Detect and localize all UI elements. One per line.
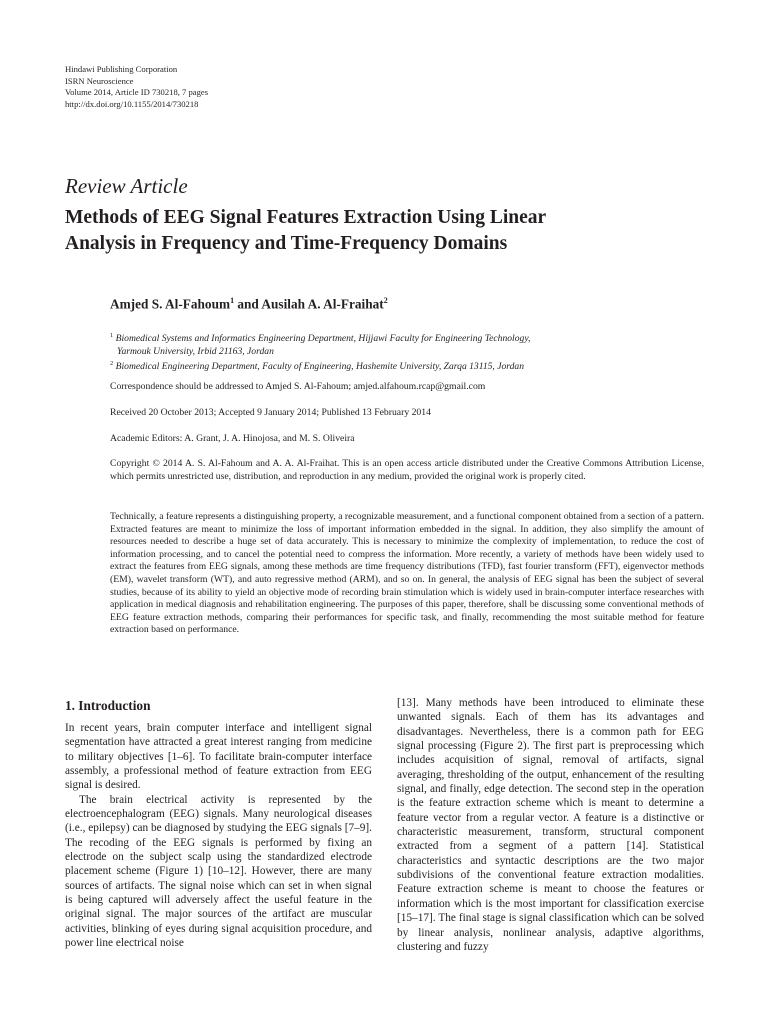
affiliation-2 [110,358,710,374]
affiliation-text: Biomedical Systems and Informatics Engineering Department, Hijjawi Faculty for Engineering Technology, [115,333,531,345]
title-line-1: Methods of EEG Signal Features Extraction Using Linear [65,207,547,228]
affiliation-1 [110,330,710,346]
body-column-left [65,721,372,951]
academic-editors: Academic Editors: A. Grant, J. A. Hinojosa, and M. S. Oliveira [110,433,355,444]
publisher-name: Hindawi Publishing Corporation [65,64,178,74]
copyright-notice: Copyright © 2014 A. S. Al-Fahoum and A. A. Al-Fraihat. This is an open access article distributed under the Creative Commons Attribution License, which permits unrestricted use, distribution, and reproduction in any medium, provided the original work is properly cited. [110,458,704,482]
journal-header [65,64,208,110]
affiliations [110,330,710,374]
correspondence: Correspondence should be addressed to Amjed S. Al-Fahoum; amjed.alfahoum.rcap@gmail.com [110,381,486,392]
affiliation-marker: 2 [383,296,388,305]
body-paragraph: The brain electrical activity is represented by the electroencephalogram (EEG) signals. Many neurological diseases (i.e., epilepsy) can be diagnosed by studying the EEG signals [7–9]. The recoding of the EEG signals is performed by fixing an electrode on the subject scalp using the standardized electrode placement scheme (Figure 1) [10–12]. However, there are many sources of artifacts. The signal noise which can set in when signal is being captured will adversely affect the useful feature in the original signal. The major sources of the artifact are muscular activities, blinking of eyes during signal acquisition procedure, and power line electrical noise [65,793,372,950]
body-column-right [397,696,704,954]
affiliation-text: Biomedical Engineering Department, Faculty of Engineering, Hashemite University, Zarqa 13115, Jordan [115,361,525,373]
author-name: Ausilah A. Al-Fraihat [261,296,384,312]
journal-name: ISRN Neuroscience [65,75,134,86]
volume-info: Volume 2014, Article ID 730218, 7 pages [65,87,209,97]
author-connector: and [234,296,262,312]
title-line-2: Analysis in Frequency and Time-Frequency Domains [65,232,508,254]
section-heading: 1. Introduction [65,698,151,713]
author-name: Amjed S. Al-Fahoum [110,296,231,312]
body-paragraph: [13]. Many methods have been introduced to eliminate these unwanted signals. Each of them has its advantages and disadvantages. Nevertheless, there is a common path for EEG signal processing (Figure 2). The first part is preprocessing which includes acquisition of signal, removal of artifacts, signal averaging, thresholding of the output, enhancement of the resulting signal, and finally, edge detection. The second step in the operation is the feature extraction scheme which is meant to determine a feature vector from a regular vector. A feature is a distinctive or characteristic measurement, transform, structural component extracted from a segment of a pattern [14]. Statistical characteristics and syntactic descriptions are the two major subdivisions of the conventional feature extraction modalities. Feature extraction scheme is meant to choose the features or information which is the most important for classification exercise [15–17]. The final stage is signal classification which can be solved by linear analysis, nonlinear analysis, adaptive algorithms, clustering and fuzzy [397,697,704,953]
article-title [65,205,685,256]
doi-link[interactable]: http://dx.doi.org/10.1155/2014/730218 [65,98,199,109]
abstract: Technically, a feature represents a distinguishing property, a recognizable measurement, and a functional component obtained from a section of a pattern. Extracted features are meant to minimize the loss of important information embedded in the signal. In addition, they also simplify the amount of resources needed to describe a huge set of data accurately. This is necessary to minimize the complexity of implementation, to reduce the cost of information processing, and to cancel the potential need to compress the information. More recently, a variety of methods have been widely used to extract the features from EEG signals, among these methods are time frequency distributions (TFD), fast fourier transform (FFT), eigenvector methods (EM), wavelet transform (WT), and auto regressive method (ARM), and so on. In general, the analysis of EEG signal has been the subject of several studies, because of its ability to yield an objective mode of recording brain stimulation which is widely used in brain-computer interface researches with application in medical diagnosis and rehabilitation engineering. The purposes of this paper, therefore, shall be discussing some conventional methods of EEG feature extraction methods, comparing their performances for specific task, and finally, recommending the most suitable method for feature extraction based on performance. [110,511,704,636]
author-list [110,296,388,312]
body-paragraph: In recent years, brain computer interface and intelligent signal segmentation have attracted a great interest ranging from medicine to military objectives [1–6]. To facilitate brain-computer interface assembly, a professional method of feature extraction from EEG signal is desired. [65,722,372,792]
article-type: Review Article [65,174,188,198]
affiliation-number: 1 [110,332,114,339]
affiliation-number: 2 [110,360,114,368]
affiliation-1-continued: Yarmouk University, Irbid 21163, Jordan [117,345,274,357]
publication-dates: Received 20 October 2013; Accepted 9 January 2014; Published 13 February 2014 [110,407,431,418]
affiliation-marker: 1 [230,296,235,305]
